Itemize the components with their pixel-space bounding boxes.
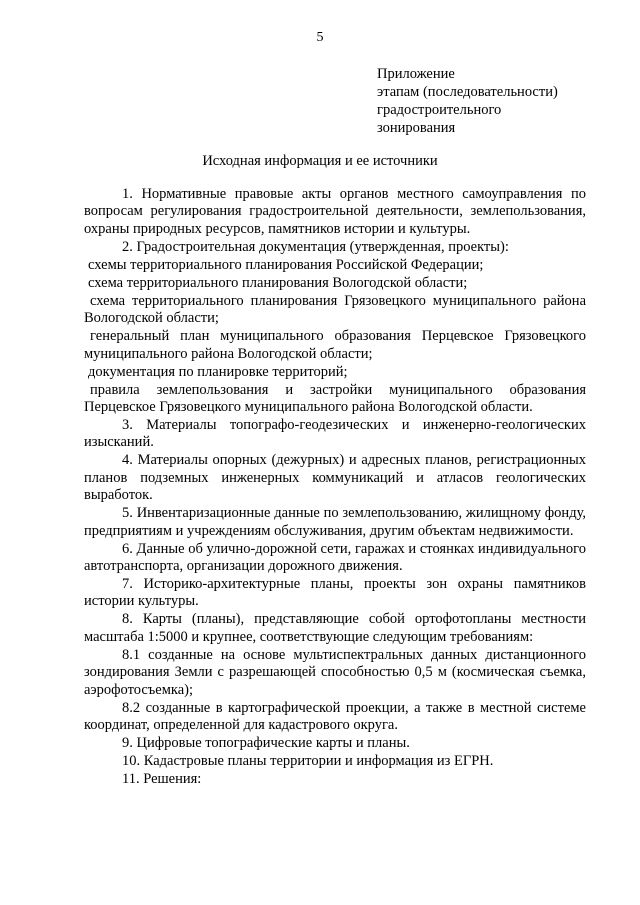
document-body (84, 186, 586, 789)
list-item-6: 6. Данные об улично-дорожной сети, гаражах и стоянках индивидуального автотранспорта, организации дорожного движения. (84, 540, 586, 575)
list-item-5: 5. Инвентаризационные данные по землепользованию, жилищному фонду, предприятиям и учреждениям обслуживания, другим объектам недвижимости. (84, 505, 586, 539)
list-subitem: схемы территориального планирования Российской Федерации; (88, 256, 484, 273)
list-item-2: 2. Градостроительная документация (утвержденная, проекты): (122, 238, 509, 255)
page-number: 5 (316, 30, 324, 45)
list-item-8-1: 8.1 созданные на основе мультиспектральных данных дистанционного зондирования Земли с разрешающей способностью 0,5 м (космическая съемка, аэрофотосъемка); (84, 646, 586, 698)
list-subitem: правила землепользования и застройки муниципального образования Перцевское Грязовецкого муниципального района Вологодской области. (84, 381, 586, 416)
list-subitem: схема территориального планирования Грязовецкого муниципального района Вологодской области; (84, 292, 586, 327)
appendix-line: градостроительного (377, 102, 502, 118)
list-item-3: 3. Материалы топографо-геодезических и инженерно-геологических изысканий. (84, 417, 586, 451)
list-item-8-2: 8.2 созданные в картографической проекции, а также в местной системе координат, определенной для кадастрового округа. (84, 699, 586, 734)
appendix-line: этапам (последовательности) (377, 84, 558, 100)
list-subitem: документация по планировке территорий; (88, 363, 348, 380)
appendix-line: зонирования (377, 120, 456, 136)
list-item-10: 10. Кадастровые планы территории и информация из ЕГРН. (122, 753, 494, 770)
list-item-7: 7. Историко-архитектурные планы, проекты зон охраны памятников истории культуры. (84, 576, 586, 610)
list-item-1: 1. Нормативные правовые акты органов местного самоуправления по вопросам регулирования градостроительной деятельности, землепользования, охраны природных ресурсов, памятников истории и культуры. (84, 186, 586, 237)
appendix-header (377, 65, 558, 137)
document-title: Исходная информация и ее источники (202, 153, 438, 169)
list-item-8: 8. Карты (планы), представляющие собой ортофотопланы местности масштаба 1:5000 и крупнее, соответствующие следующим требованиям: (84, 611, 586, 645)
list-subitem: схема территориального планирования Вологодской области; (88, 274, 468, 291)
list-item-9: 9. Цифровые топографические карты и планы. (122, 735, 410, 752)
list-item-11: 11. Решения: (122, 771, 202, 788)
list-subitem: генеральный план муниципального образования Перцевское Грязовецкого муниципального района Вологодской области; (84, 328, 586, 362)
list-item-4: 4. Материалы опорных (дежурных) и адресных планов, регистрационных планов подземных инженерных коммуникаций и атласов геологических выработок. (84, 452, 586, 504)
appendix-line: Приложение (377, 66, 455, 82)
